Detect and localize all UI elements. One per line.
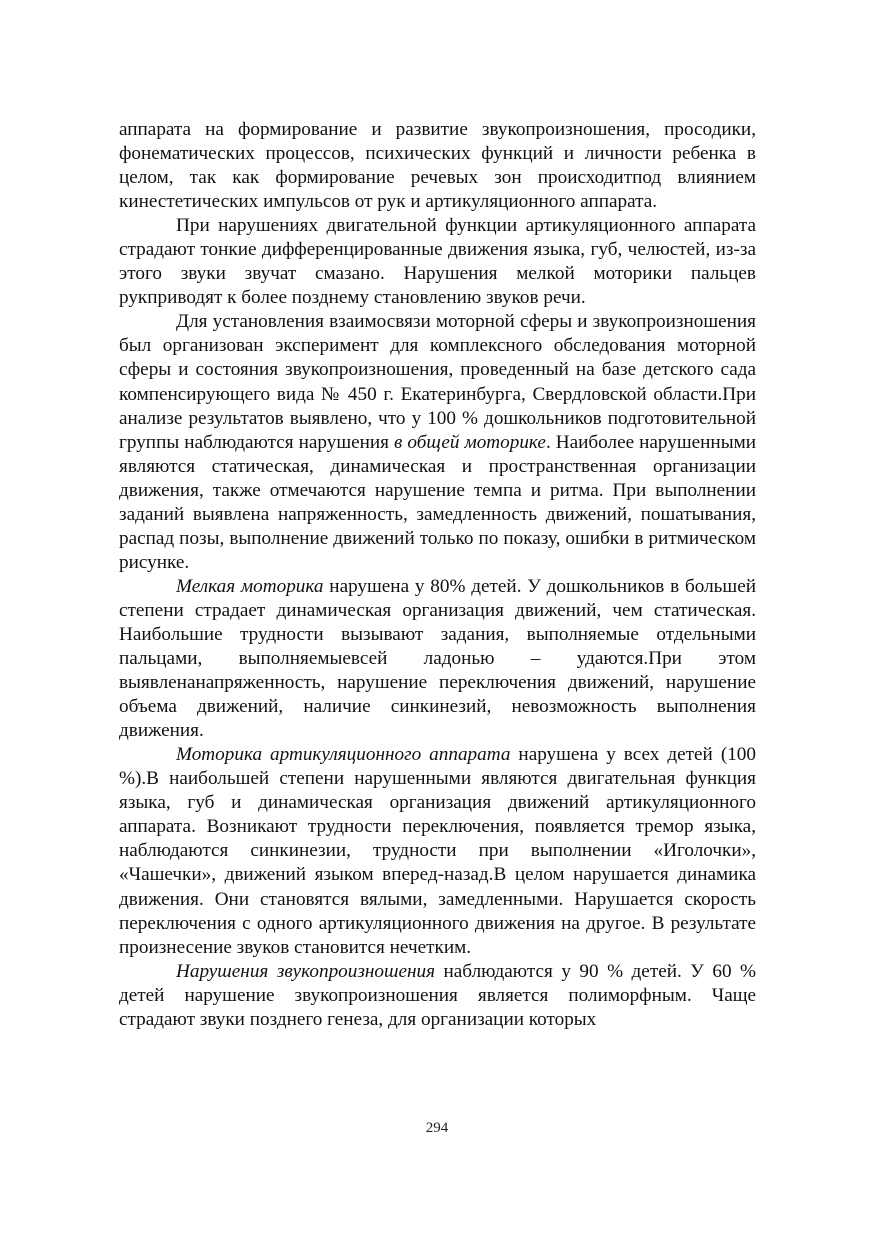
page-number: 294 [425, 1120, 449, 1136]
paragraph-6-italic-sound-pronunciation: Нарушения звукопроизношения [176, 960, 436, 982]
paragraph-5-text: нарушена у всех детей (100 %).В наибольшей степени нарушенными являются двигательная функция языка, губ и динамическая организация движений артикуляционного аппарата. Возникают трудности переключения, появляется тремор языка, наблюдаются синкинезии, трудности при выполнении «Иголочки», «Чашечки», движений языком вперед-назад.В целом нарушается динамика движения. Они становятся вялыми, замедленными. Нарушается скорость переключения с одного артикуляционного движения на другое. В результате произнесение звуков становится нечетким. [119, 744, 756, 958]
paragraph-6-text: наблюдаются у 90 % детей. У 60 % детей нарушение звукопроизношения является полиморфным. Чаще страдают звуки позднего генеза, для организации которых [119, 960, 757, 1030]
paragraph-5-italic-articulation-motor: Моторика артикуляционного аппарата [176, 744, 511, 766]
paragraph-1 [119, 118, 756, 214]
paragraph-2 [119, 214, 756, 310]
paragraph-3-text-a: Для установления взаимосвязи моторной сферы и звукопроизношения был организован эксперимент для комплексного обследования моторной сферы и состояния звукопроизношения, проведенный на базе детского сада компенсирующего вида № 450 г. Екатеринбурга, Свердловской области.При анализе результатов выявлено, что у 100 % дошкольников подготовительной группы наблюдаются нарушения [119, 311, 756, 453]
paragraph-4-text: нарушена у 80% детей. У дошкольников в большей степени страдает динамическая организация движений, чем статическая. Наибольшие трудности вызывают задания, выполняемые отдельными пальцами, выполняемыевсей ладонью – удаются.При этом выявленанапряженность, нарушение переключения движений, нарушение объема движений, наличие синкинезий, невозможность выполнения движения. [119, 575, 756, 742]
paragraph-4-italic-fine-motor: Мелкая моторика [176, 575, 324, 597]
paragraph-2-text: При нарушениях двигательной функции артикуляционного аппарата страдают тонкие дифференцированные движения языка, губ, челюстей, из-за этого звуки звучат смазано. Нарушения мелкой моторики пальцев рукприводят к более позднему становлению звуков речи. [119, 215, 756, 309]
paragraph-1-text: аппарата на формирование и развитие звукопроизношения, просодики, фонематических процессов, психических функций и личности ребенка в целом, так как формирование речевых зон происходитпод влиянием кинестетических импульсов от рук и артикуляционного аппарата. [119, 119, 756, 213]
paragraph-5 [119, 743, 756, 959]
paragraph-3-italic-general-motor: в общей моторике [394, 431, 546, 453]
document-page [119, 118, 756, 1032]
paragraph-3-text-b: . Наиболее нарушенными являются статическая, динамическая и пространственная организации движения, также отмечаются нарушение темпа и ритма. При выполнении заданий выявлена напряженность, замедленность движений, пошатывания, распад позы, выполнение движений только по показу, ошибки в ритмическом рисунке. [119, 431, 756, 573]
paragraph-6 [119, 960, 756, 1032]
paragraph-3 [119, 310, 756, 575]
paragraph-4 [119, 575, 756, 743]
